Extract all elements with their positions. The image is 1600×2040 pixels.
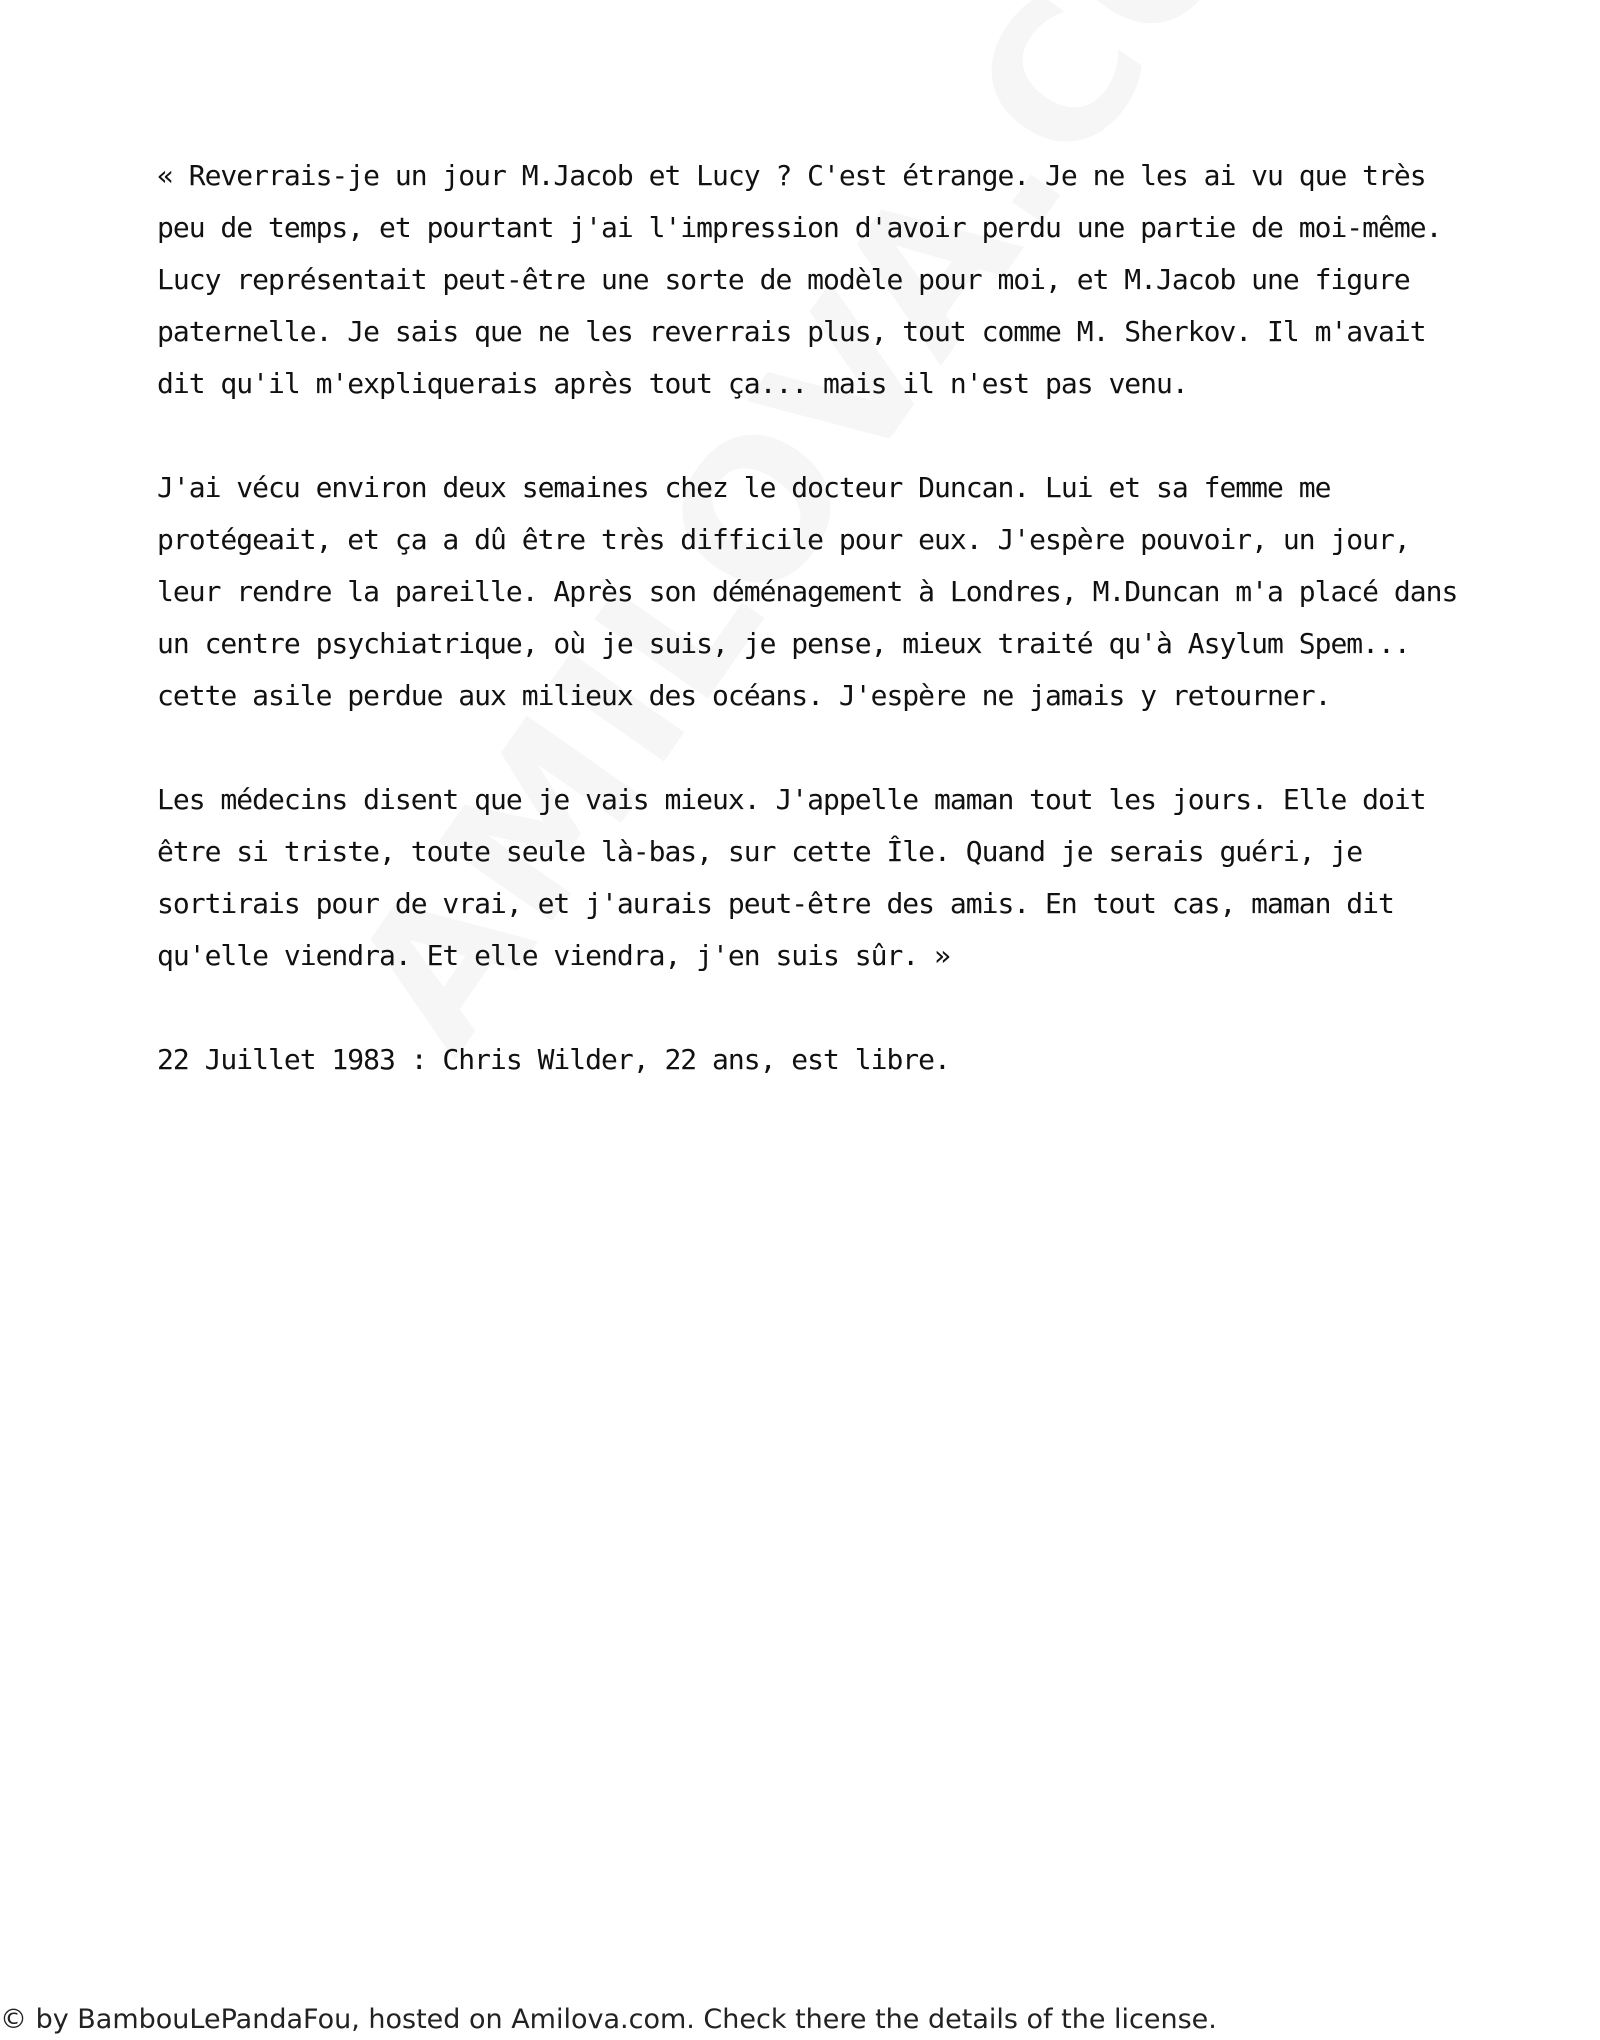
document-body	[157, 150, 1467, 1086]
paragraph-3: Les médecins disent que je vais mieux. J'appelle maman tout les jours. Elle doit être si triste, toute seule là-bas, sur cette Île. Quand je serais guéri, je sortirais pour de vrai, et j'aurais peut-être des amis. En tout cas, maman dit qu'elle viendra. Et elle viendra, j'en suis sûr. »	[157, 783, 1426, 972]
paragraph-closing-date: 22 Juillet 1983 : Chris Wilder, 22 ans, est libre.	[157, 1043, 950, 1076]
paragraph-2: J'ai vécu environ deux semaines chez le docteur Duncan. Lui et sa femme me protégeait, et ça a dû être très difficile pour eux. J'espère pouvoir, un jour, leur rendre la pareille. Après son déménagement à Londres, M.Duncan m'a placé dans un centre psychiatrique, où je suis, je pense, mieux traité qu'à Asylum Spem... cette asile perdue aux milieux des océans. J'espère ne jamais y retourner.	[157, 471, 1458, 712]
paragraph-1: « Reverrais-je un jour M.Jacob et Lucy ? C'est étrange. Je ne les ai vu que très peu de temps, et pourtant j'ai l'impression d'avoir perdu une partie de moi-même. Lucy représentait peut-être une sorte de modèle pour moi, et M.Jacob une figure paternelle. Je sais que ne les reverrais plus, tout comme M. Sherkov. Il m'avait dit qu'il m'expliquerais après tout ça... mais il n'est pas venu.	[157, 159, 1442, 400]
copyright-footer: © by BambouLePandaFou, hosted on Amilova.com. Check there the details of the license.	[0, 2004, 1217, 2035]
